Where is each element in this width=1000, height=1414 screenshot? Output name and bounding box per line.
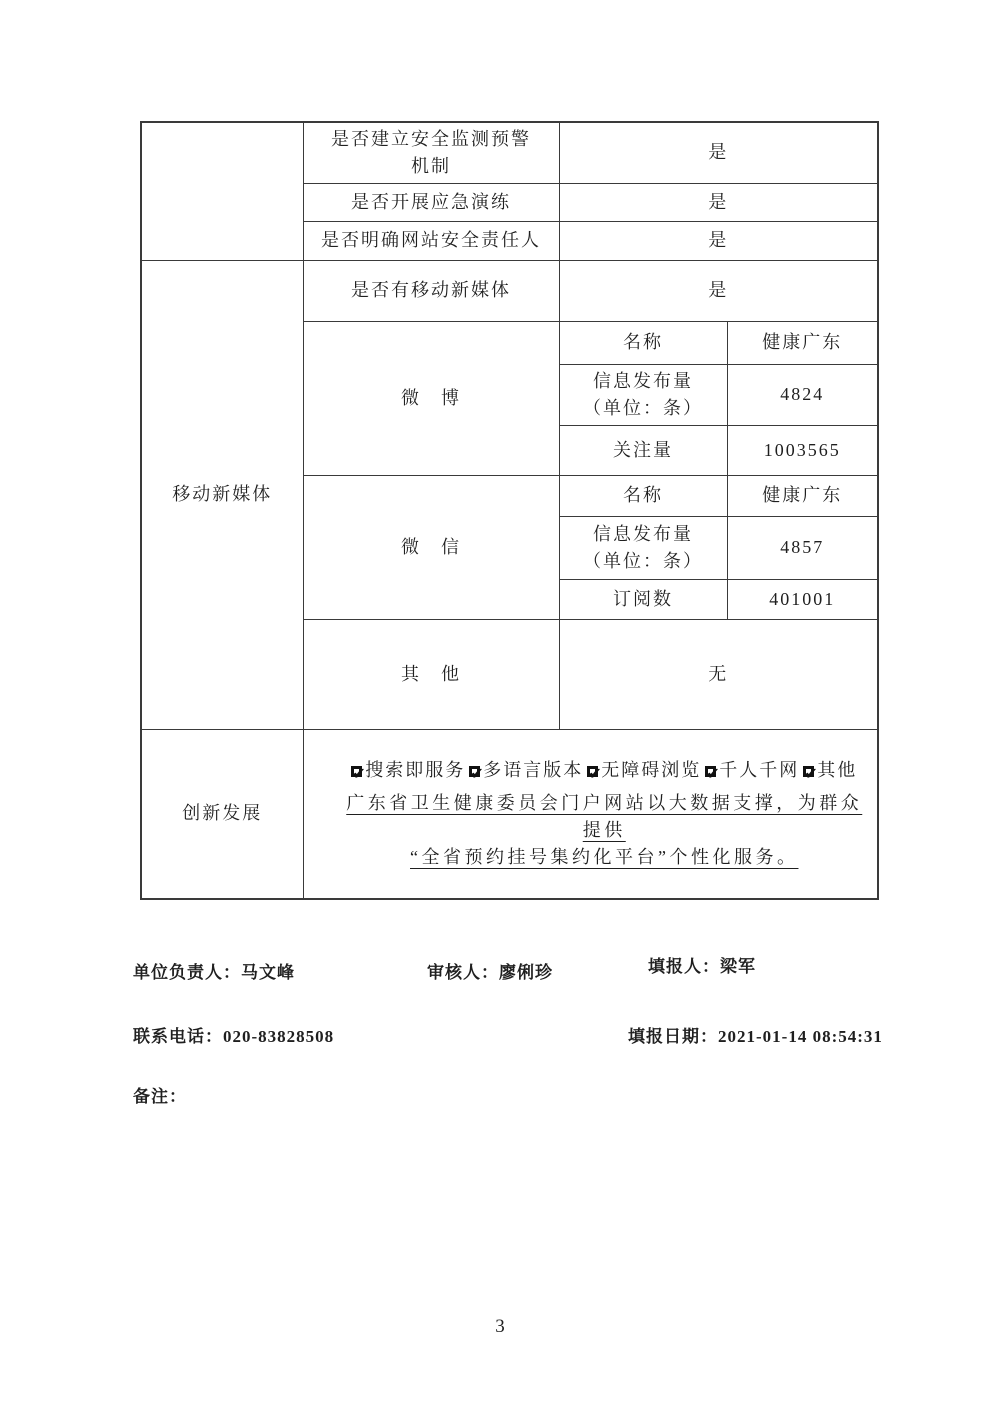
reviewer-label: 审核人： (427, 963, 499, 983)
weibo-name-label-cell: 名称 (559, 321, 727, 364)
table-row (141, 260, 878, 321)
table-row (141, 122, 878, 183)
wechat-posts-label-cell: 信息发布量 （单位：条） (559, 516, 727, 579)
reviewer-field (427, 958, 553, 983)
has-mobile-media-question-cell: 是否有移动新媒体 (303, 260, 559, 321)
innovation-option (701, 759, 800, 783)
wechat-group-cell: 微 信 (303, 475, 559, 619)
section-mobile-media-cell: 移动新媒体 (141, 260, 303, 729)
wechat-subscribers-value-cell: 401001 (727, 579, 878, 619)
has-mobile-media-answer-cell: 是 (559, 260, 878, 321)
phone-field (133, 1022, 334, 1047)
wechat-posts-value-cell: 4857 (727, 516, 878, 579)
report-table (140, 121, 879, 900)
security-question-drill-cell: 是否开展应急演练 (303, 183, 559, 221)
page-number: 3 (495, 1316, 505, 1337)
weibo-group-cell: 微 博 (303, 321, 559, 475)
weibo-name-value-cell: 健康广东 (727, 321, 878, 364)
filler-value: 梁军 (720, 957, 756, 976)
weibo-followers-value-cell: 1003565 (727, 425, 878, 475)
innovation-content-cell (303, 729, 878, 899)
remarks-field (133, 1082, 187, 1107)
checkbox-checked-icon: ✔ (588, 763, 602, 783)
section-empty-cell (141, 122, 303, 260)
security-question-monitor-cell: 是否建立安全监测预警 机制 (303, 122, 559, 183)
table-row (141, 729, 878, 899)
wechat-subscribers-label-cell: 订阅数 (559, 579, 727, 619)
report-date-label: 填报日期： (628, 1027, 718, 1047)
innovation-option-label: 千人千网 (719, 759, 800, 780)
innovation-option-label: 无障碍浏览 (601, 759, 702, 780)
innovation-option (465, 759, 584, 783)
weibo-posts-label-cell: 信息发布量 （单位：条） (559, 364, 727, 425)
innovation-description: 广东省卫生健康委员会门户网站以大数据支撑，为群众提供 “全省预约挂号集约化平台”个性化服务。 (346, 792, 863, 867)
checkbox-checked-icon: ✔ (804, 763, 818, 783)
innovation-option-label: 多语言版本 (483, 759, 584, 780)
security-answer-drill-cell: 是 (559, 183, 878, 221)
wechat-name-label-cell: 名称 (559, 475, 727, 516)
unit-head-value: 马文峰 (241, 963, 295, 982)
weibo-followers-label-cell: 关注量 (559, 425, 727, 475)
innovation-option-label: 搜索即服务 (365, 759, 466, 780)
report-date-field (628, 1022, 883, 1047)
weibo-posts-value-cell: 4824 (727, 364, 878, 425)
innovation-option-label: 其他 (817, 759, 858, 780)
checkbox-checked-icon: ✔ (470, 763, 484, 783)
unit-head-field (133, 958, 295, 983)
wechat-name-value-cell: 健康广东 (727, 475, 878, 516)
innovation-option (583, 759, 702, 783)
security-answer-responsible-cell: 是 (559, 221, 878, 260)
reviewer-value: 廖俐珍 (499, 963, 553, 982)
security-answer-monitor-cell: 是 (559, 122, 878, 183)
checkbox-checked-icon: ✔ (352, 763, 366, 783)
innovation-options (344, 757, 866, 784)
other-media-value-cell: 无 (559, 619, 878, 729)
innovation-option (799, 759, 858, 783)
innovation-option (351, 759, 466, 783)
phone-value: 020-83828508 (223, 1027, 335, 1046)
phone-label: 联系电话： (133, 1027, 223, 1047)
remarks-label: 备注： (133, 1087, 187, 1107)
unit-head-label: 单位负责人： (133, 963, 241, 983)
checkbox-checked-icon: ✔ (706, 763, 720, 783)
other-media-label-cell: 其 他 (303, 619, 559, 729)
report-date-value: 2021-01-14 08:54:31 (718, 1027, 883, 1046)
security-question-responsible-cell: 是否明确网站安全责任人 (303, 221, 559, 260)
section-innovation-cell: 创新发展 (141, 729, 303, 899)
filler-field (648, 952, 756, 977)
filler-label: 填报人： (648, 957, 720, 977)
